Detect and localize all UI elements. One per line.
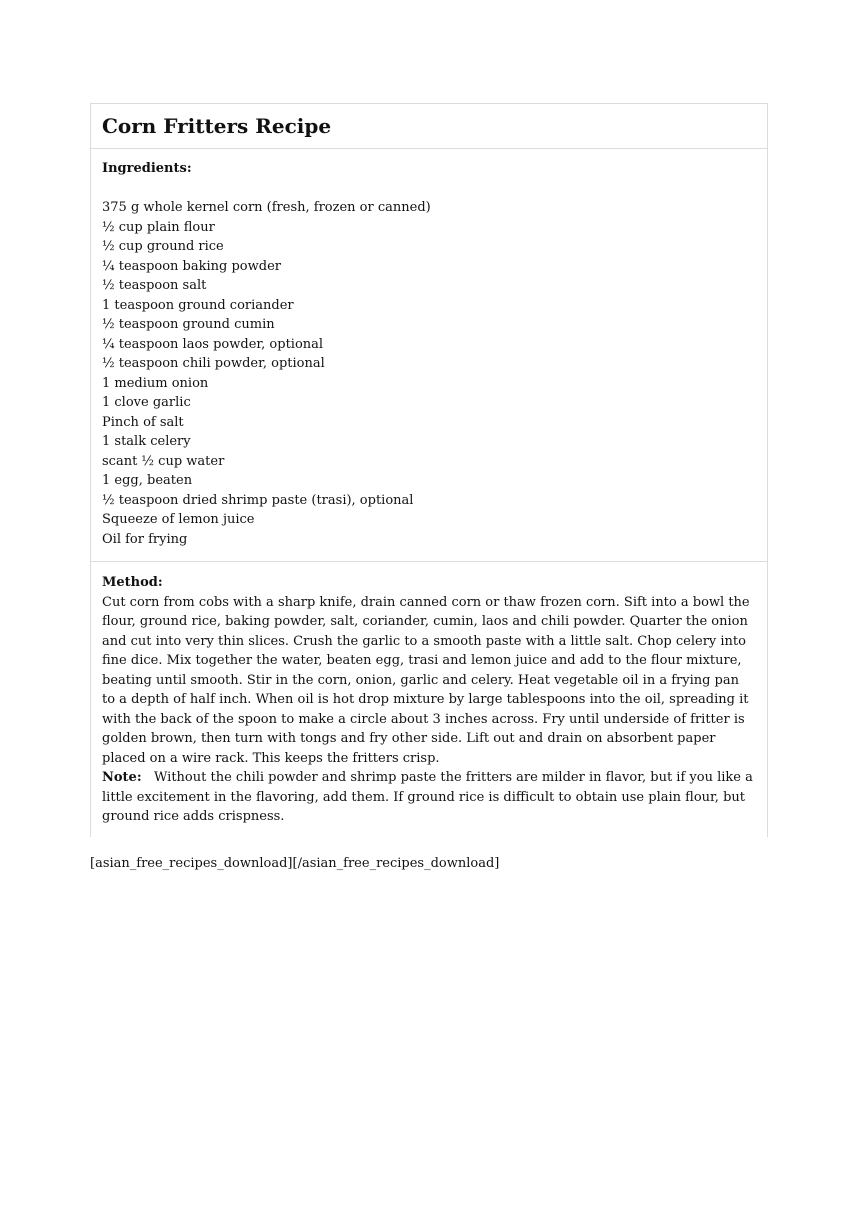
ingredients-heading: Ingredients:: [102, 161, 192, 176]
note-paragraph: [102, 768, 756, 827]
ingredient-item: ½ teaspoon chili powder, optional: [102, 356, 325, 371]
ingredient-item: 1 egg, beaten: [102, 473, 193, 488]
ingredients-list: [102, 198, 756, 549]
ingredient-item: scant ½ cup water: [102, 453, 225, 469]
note-text: Without the chili powder and shrimp paste the fritters are milder in flavor, but if you like a little excitement in the flavoring, add them. If ground rice is difficult to obtain use plain flour, but ground rice adds crispness.: [102, 770, 753, 824]
method-heading: Method:: [102, 575, 163, 590]
recipe-title: Corn Fritters Recipe: [102, 114, 332, 138]
method-section: [91, 562, 767, 837]
ingredient-item: ¼ teaspoon baking powder: [102, 258, 281, 274]
ingredient-item: 1 clove garlic: [102, 395, 191, 410]
ingredient-item: Pinch of salt: [102, 414, 184, 430]
ingredient-item: ½ teaspoon ground cumin: [102, 317, 275, 332]
ingredient-item: ½ cup plain flour: [102, 219, 215, 235]
ingredient-item: 1 teaspoon ground coriander: [102, 297, 294, 313]
ingredients-section: [91, 149, 767, 562]
ingredient-item: 375 g whole kernel corn (fresh, frozen or canned): [102, 200, 431, 215]
ingredient-item: ½ cup ground rice: [102, 239, 224, 254]
ingredient-item: Squeeze of lemon juice: [102, 512, 255, 527]
ingredient-item: ½ teaspoon salt: [102, 278, 207, 293]
recipe-card: [90, 103, 768, 837]
ingredient-item: ½ teaspoon dried shrimp paste (trasi), optional: [102, 492, 414, 508]
ingredient-item: 1 medium onion: [102, 375, 209, 391]
title-row: [91, 104, 767, 149]
ingredient-item: 1 stalk celery: [102, 434, 191, 449]
ingredient-item: ¼ teaspoon laos powder, optional: [102, 336, 324, 352]
note-label: Note:: [102, 770, 142, 785]
method-text: Cut corn from cobs with a sharp knife, drain canned corn or thaw frozen corn. Sift into a bowl the flour, ground rice, baking powder, salt, coriander, cumin, laos and chili powder. Quarter the onion and cut into very thin slices. Crush the garlic to a smooth paste with a little salt. Chop celery into fine dice. Mix together the water, beaten egg, trasi and lemon juice and add to the flour mixture, beating until smooth. Stir in the corn, onion, garlic and celery. Heat vegetable oil in a frying pan to a depth of half inch. When oil is hot drop mixture by large tablespoons into the oil, spreading it with the back of the spoon to make a circle about 3 inches across. Fry until underside of fritter is golden brown, then turn with tongs and fry other side. Lift out and drain on absorbent paper placed on a wire rack. This keeps the fritters crisp.: [102, 594, 750, 766]
ingredient-item: Oil for frying: [102, 531, 188, 547]
download-shortcode: [asian_free_recipes_download][/asian_free_recipes_download]: [90, 856, 500, 871]
